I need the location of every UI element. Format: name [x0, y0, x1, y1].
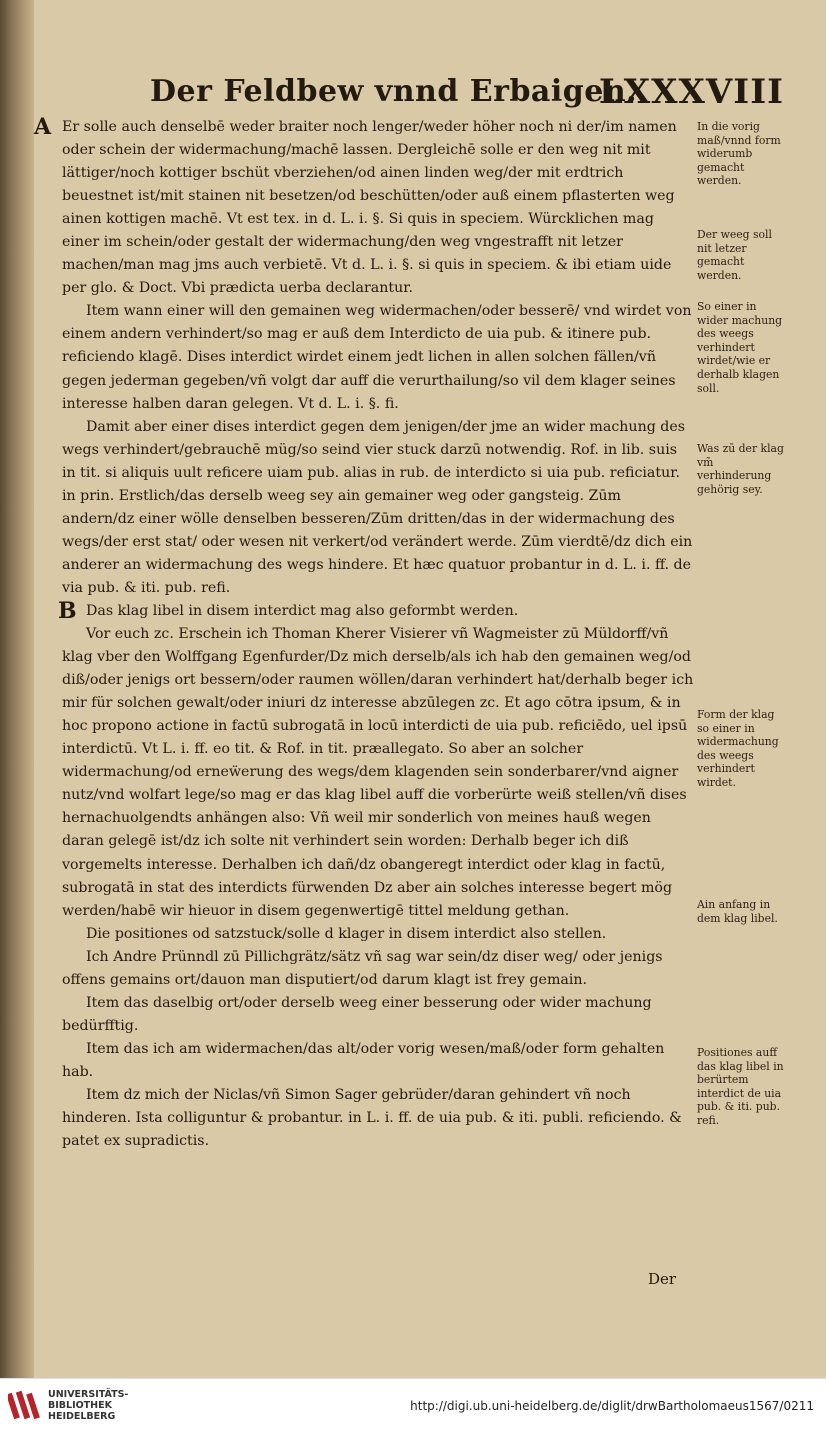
section-marker-a: A	[34, 114, 52, 140]
viewer-footer	[0, 1378, 826, 1432]
main-text-block	[34, 114, 694, 1153]
paragraph-10: Item dz mich der Niclas/vñ Simon Sager gebrüder/daran gehindert vñ noch hinderen. Ista colliguntur & probantur. in L. i. ff. de uia pub. & iti. publi. reficiendo. & patet ex supradictis.	[62, 1086, 682, 1150]
paragraph-7: Ich Andre Prünndl zū Pillichgrätz/sätz vñ sag war sein/dz diser weg/ oder jenigs offens gemains ort/dauon man disputiert/od darum klagt ist frey gemain.	[62, 948, 663, 988]
catchword: Der	[648, 1270, 677, 1288]
running-title: Der Feldbew vnnd Erbaigen.	[150, 74, 638, 109]
paragraph-3: Damit aber einer dises interdict gegen dem jenigen/der jme an wider machung des wegs verhindert/gebrauchē müg/so seind vier stuck darzū notwendig. Rof. in lib. suis in tit. si aliquis uult reficere uiam pub. alias in rub. de interdicto si uia pub. reficiatur. in prin. Erstlich/das derselb weeg sey ain gemainer weg oder gangsteig. Zūm andern/dz einer wölle denselben besseren/Zūm dritten/das in der widermachung des wegs/der erst stat/ oder wesen nit verkert/od verändert werde. Zūm vierdtē/dz dich ein anderer an widermachung des wegs hindere. Et hæc quatuor probantur in d. L. i. ff. de via pub. & iti. pub. refi.	[62, 418, 693, 596]
marginal-note-3: So einer in wider machung des weegs verhindert wirdet/wie er derhalb klagen soll.	[697, 300, 783, 395]
page-header	[150, 70, 790, 120]
logo-line-1: UNIVERSITÄTS-	[48, 1389, 129, 1400]
paragraph-5: Vor euch zc. Erschein ich Thoman Kherer Visierer vñ Wagmeister zū Müldorff/vñ klag vber den Wolffgang Egenfurder/Dz mich derselb/als ich hab den gemainen weg/od diß/oder jenigs ort bessern/oder raumen wöllen/daran verhindert hat/derhalb beger ich mir für solchen gewalt/oder iniuri dz interesse abzūlegen zc. Et ago cōtra ipsum, & in hoc propono actione in factū subrogatā in locū interdicti de uia pub. reficiēdo, uel ipsū interdictū. Vt L. i. ff. eo tit. & Rof. in tit. præallegato. So aber an solcher widermachung/od erneẅerung des wegs/dem klagenden sein sonderbarer/vnd aigner nutz/vnd wolfart lege/so mag er das klag libel auff die vorberürte weiß stellen/vñ dises hernachuolgendts anhängen also: Vñ weil mir sonderlich von meines hauß wegen daran gelegē ist/dz ich solte nit verhindert sein worden: Derhalb beger ich diß vorgemelts interesse. Derhalben ich dañ/dz obangeregt interdict oder klag in factū, subrogatā in stat des interdicts fürwenden Dz aber ain solches interesse begert mög werden/habē wir hieuor in disem gegenwertigē tittel meldung gethan.	[62, 626, 694, 919]
paragraph-4	[58, 597, 694, 624]
paragraph-4-text: Das klag libel in disem interdict mag also geformbt werden.	[86, 602, 519, 619]
book-gutter	[0, 0, 34, 1378]
marginal-note-5: Form der klag so einer in widermachung des weegs verhindert wirdet.	[697, 708, 779, 789]
page-url[interactable]: http://digi.ub.uni-heidelberg.de/diglit/drwBartholomaeus1567/0211	[410, 1399, 814, 1413]
folio-number: LXXXVIII	[598, 72, 784, 112]
paragraph-8: Item das daselbig ort/oder derselb weeg einer besserung oder wider machung bedürfftig.	[62, 994, 652, 1034]
paragraph-9: Item das ich am widermachen/das alt/oder vorig wesen/maß/oder form gehalten hab.	[62, 1040, 665, 1080]
paragraph-1-text: Er solle auch denselbē weder braiter noch lenger/weder höher noch ni der/im namen oder schein der widermachung/machē lassen. Dergleichē solle er den weg nit mit lättiger/noch kottiger bschüt vberziehen/od ainen linden weg/der mit erdtrich beuestnet ist/mit stainen nit besetzen/od beschütten/oder auß einem pflasterten weg ainen kottigen machē. Vt est tex. in d. L. i. §. Si quis in speciem. Würcklichen mag einer im schein/oder gestalt der widermachung/den weg vngestrafft nit letzer machen/man mag jms auch verbietē. Vt d. L. i. §. si quis in speciem. & ibi etiam uide per glo. & Doct. Vbi prædicta uerba declarantur.	[62, 119, 677, 297]
library-logo-text	[48, 1389, 128, 1422]
paragraph-2: Item wann einer will den gemainen weg widermachen/oder besserē/ vnd wirdet von einem andern verhindert/so mag er auß dem Interdicto de uia pub. & itinere pub. reficiendo klagē. Dises interdict wirdet einem jedt lichen in allen solchen fällen/vñ gegen jederman gegeben/vñ volgt dar auff die verurthailung/so vil dem klager seines interesse halben daran gelegen. Vt d. L. i. §. fi.	[62, 303, 692, 412]
marginal-note-4: Was zū der klag vm̃ verhinderung gehörig sey.	[697, 442, 784, 496]
logo-line-2: BIBLIOTHEK	[48, 1400, 112, 1411]
marginal-note-2: Der weeg soll nit letzer gemacht werden.	[697, 228, 772, 282]
paragraph-6: Die positiones od satzstuck/solle d klager in disem interdict also stellen.	[86, 925, 607, 942]
marginal-note-6: Ain anfang in dem klag libel.	[697, 898, 778, 925]
library-logo[interactable]	[8, 1385, 188, 1427]
marginal-note-7: Positiones auff das klag libel in berürtem interdict de uia pub. & iti. pub. refi.	[697, 1046, 784, 1127]
library-logo-icon	[8, 1387, 42, 1423]
logo-line-3: HEIDELBERG	[48, 1411, 116, 1422]
section-marker-b: B	[58, 597, 77, 624]
paragraph-1	[34, 114, 694, 300]
marginal-note-1: In die vorig maß/vnnd form widerumb gemacht werden.	[697, 120, 781, 188]
